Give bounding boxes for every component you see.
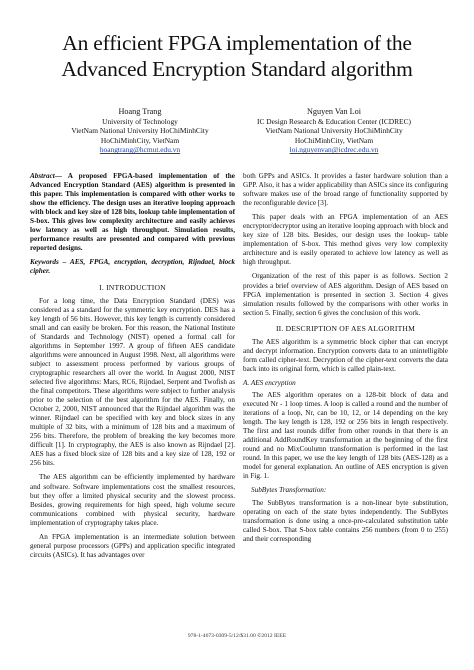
author-block-1 (40, 107, 240, 155)
paragraph-aes-overview: The AES algorithm is a symmetric block cipher that can encrypt and decrypt information. Encryption converts data to an unintelligible form called cipher-text. Decryption of the cipher-text converts the data back into its original form, which is called plain-text. (243, 337, 448, 373)
paragraph-continuation: both GPPs and ASICs. It provides a faster hardware solution than a GPP. Also, it has a wider applicability than ASICs since its configuring software makes use of the broad range of functionality supported by the reconfigurable device [3]. (243, 172, 448, 208)
abstract (30, 172, 235, 253)
author-institution: VietNam National University HoChiMinhCity (265, 126, 403, 136)
paper-title: An efficient FPGA implementation of the Advanced Encryption Standard algorithm (61, 31, 413, 81)
keywords (30, 258, 235, 276)
author-email-link[interactable]: hoangtrang@hcmut.edu.vn (99, 145, 181, 155)
subsection-heading-aes-encryption: A. AES encryption (243, 378, 296, 387)
copyright-footer: 978-1-4673-0309-5/12/$31.00 ©2012 IEEE (187, 633, 287, 639)
left-column (30, 172, 235, 565)
paragraph-subbytes: The SubBytes transformation is a non-linear byte substitution, operating on each of the state bytes independently. The SubBytes transformation is done using a once-pre-calculated substitution table called S-box. That S-box table contains 256 numbers (from 0 to 255) and their corresponding (243, 498, 448, 543)
section-heading-introduction: I. INTRODUCTION (99, 282, 166, 292)
author-affiliation: University of Technology (102, 116, 178, 126)
author-name: Hoang Trang (118, 107, 162, 116)
author-affiliation: IC Design Research & Education Center (ICDREC) (257, 116, 411, 126)
author-email-link[interactable]: loi.nguyenvan@icdrec.edu.vn (289, 145, 379, 155)
paragraph-organization: Organization of the rest of this paper is as follows. Section 2 provides a brief overview of AES algorithm. Design of AES based on FPGA implementation is presented in section 3. Section 4 gives simulation results followed by the comparisons with other works in section 5. Finally, section 6 gives the conclusion of this work. (243, 272, 448, 317)
author-location: HoChiMinhCity, VietNam (100, 135, 180, 145)
keywords-text: AES, FPGA, encryption, decryption, Rijndael, block cipher. (30, 258, 235, 276)
author-location: HoChiMinhCity, VietNam (294, 135, 374, 145)
author-name: Nguyen Van Loi (307, 107, 361, 116)
author-institution: VietNam National University HoChiMinhCity (71, 126, 209, 136)
intro-paragraph-2: The AES algorithm can be efficiently implemented by hardware and software. Software implementations cost the smallest resources, but they offer a limited physical security and the slowest process. Besides, growing requirements for high speed, high volume secure communications combined with physical security, hardware implementation of cryptography takes place. (30, 473, 235, 527)
intro-paragraph-1: For a long time, the Data Encryption Standard (DES) was considered as a standard for the symmetric key encryption. DES has a key length of 56 bits. However, this key length is currently considered small and can easily be broken. For this reason, the National Institute of Standards and Technology (NIST) opened a formal call for algorithms in September 1997. A group of fifteen AES candidate algorithms were announced in August 1998. Next, all algorithms were subject to assessment process performed by various groups of cryptographic researchers all over the world. In August 2000, NIST selected five algorithms: Mars, RC6, Rijndael, Serpent and Twofish as the final competitors. These algorithms were subject to further analysis prior to the selection of the best algorithm for the AES. Finally, on October 2, 2000, NIST announced that the Rijndael algorithm was the winner. Rijndael can be specified with key and block sizes in any multiple of 32 bits, with a minimum of 128 bits and a maximum of 256 bits. Therefore, the problem of breaking the key becomes more difficult [1]. In cryptography, the AES is also known as Rijndael [2]. AES has a fixed block size of 128 bits and a key size of 128, 192 or 256 bits. (30, 296, 235, 468)
paragraph-scope: This paper deals with an FPGA implementation of an AES encryptor/decryptor using an iterative looping approach with block and key size of 128 bits. Besides, our design uses the lookup- table implementation of S-box. This method gives very low complexity architecture and is easily operated to achieve low latency as well as high throughput. (243, 213, 448, 267)
intro-paragraph-3: An FPGA implementation is an intermediate solution between general purpose processors (GPPs) and application specific integrated circuits (ASICs). It has advantages over (30, 532, 235, 559)
abstract-text: A proposed FPGA-based implementation of the Advanced Encryption Standard (AES) algorithm is presented in this paper. This implementation is compared with other works to show the efficiency. The design uses an iterative looping approach with block and key size of 128 bits, lookup table implementation of S-box. This gives low complexity architecture and easily achieves low latency as well as high throughput. Simulation results, performance results are presented and compared with previous reported designs. (30, 172, 235, 253)
right-column (243, 172, 448, 549)
author-block-2 (234, 107, 434, 155)
subsubsection-heading-subbytes: SubBytes Transformation: (251, 486, 327, 495)
abstract-label: Abstract— (30, 172, 62, 180)
paragraph-aes-rounds: The AES algorithm operates on a 128-bit block of data and executed Nr - 1 loop times. A loop is called a round and the number of iterations of a loop, Nr, can be 10, 12, or 14 depending on the key length. The key length is 128, 192 or 256 bits in length respectively. The first and last rounds differ from other rounds in that there is an additional AddRoundKey transformation at the beginning of the first round and no MixCoulumn transformation is performed in the last round. In this paper, we use the key length of 128 bits (AES-128) as a model for general explanation. An outline of AES encryption is given in Fig. 1. (243, 390, 448, 481)
keywords-label: Keywords – (30, 258, 70, 267)
section-heading-aes-description: II. DESCRIPTION OF AES ALGORITHM (275, 323, 416, 333)
